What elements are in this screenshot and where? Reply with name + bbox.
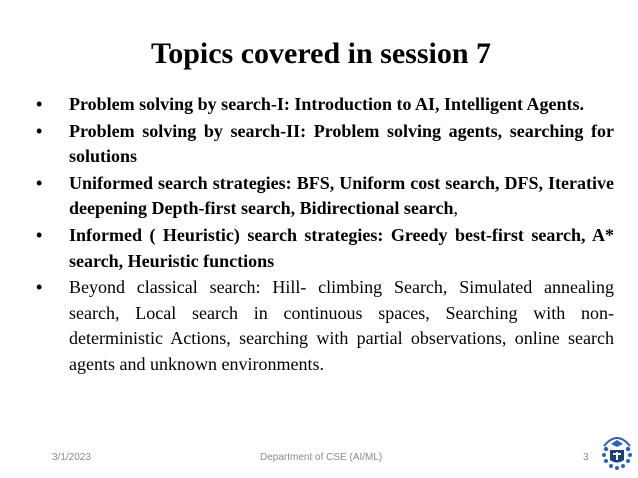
footer-date: 3/1/2023 bbox=[52, 452, 91, 463]
topic-text: Problem solving by search-II: Problem solving agents, searching for solutions bbox=[69, 120, 614, 167]
bullet-icon: • bbox=[36, 120, 43, 141]
bullet-icon: • bbox=[36, 277, 43, 298]
slide-title: Topics covered in session 7 bbox=[150, 37, 492, 70]
topic-item bbox=[36, 223, 614, 275]
topic-item bbox=[36, 92, 614, 119]
topic-tail: , bbox=[453, 198, 458, 219]
bullet-icon: • bbox=[36, 224, 43, 245]
footer-page-number: 3 bbox=[583, 452, 589, 463]
topic-list bbox=[36, 92, 614, 379]
topic-text: Beyond classical search: Hill- climbing Search, Simulated annealing search, Local search in continuous spaces, Searching with non-deterministic Actions, searching with partial observations, online search agents and unknown environments. bbox=[69, 277, 614, 374]
topic-text: Uniformed search strategies: BFS, Uniform cost search, DFS, Iterative deepening Depth-first search, Bidirectional search bbox=[69, 172, 614, 219]
bullet-icon: • bbox=[36, 94, 43, 114]
footer-department: Department of CSE (AI/ML) bbox=[260, 452, 383, 463]
topic-text: Problem solving by search-I: Introduction to AI, Intelligent Agents. bbox=[69, 94, 585, 114]
topic-item bbox=[36, 119, 614, 171]
university-logo-icon bbox=[600, 432, 634, 472]
topic-item bbox=[36, 171, 614, 223]
topic-text: Informed ( Heuristic) search strategies: Greedy best-first search, A* search, Heuristic functions bbox=[69, 224, 614, 271]
topic-item bbox=[36, 275, 614, 378]
bullet-icon: • bbox=[36, 172, 43, 193]
